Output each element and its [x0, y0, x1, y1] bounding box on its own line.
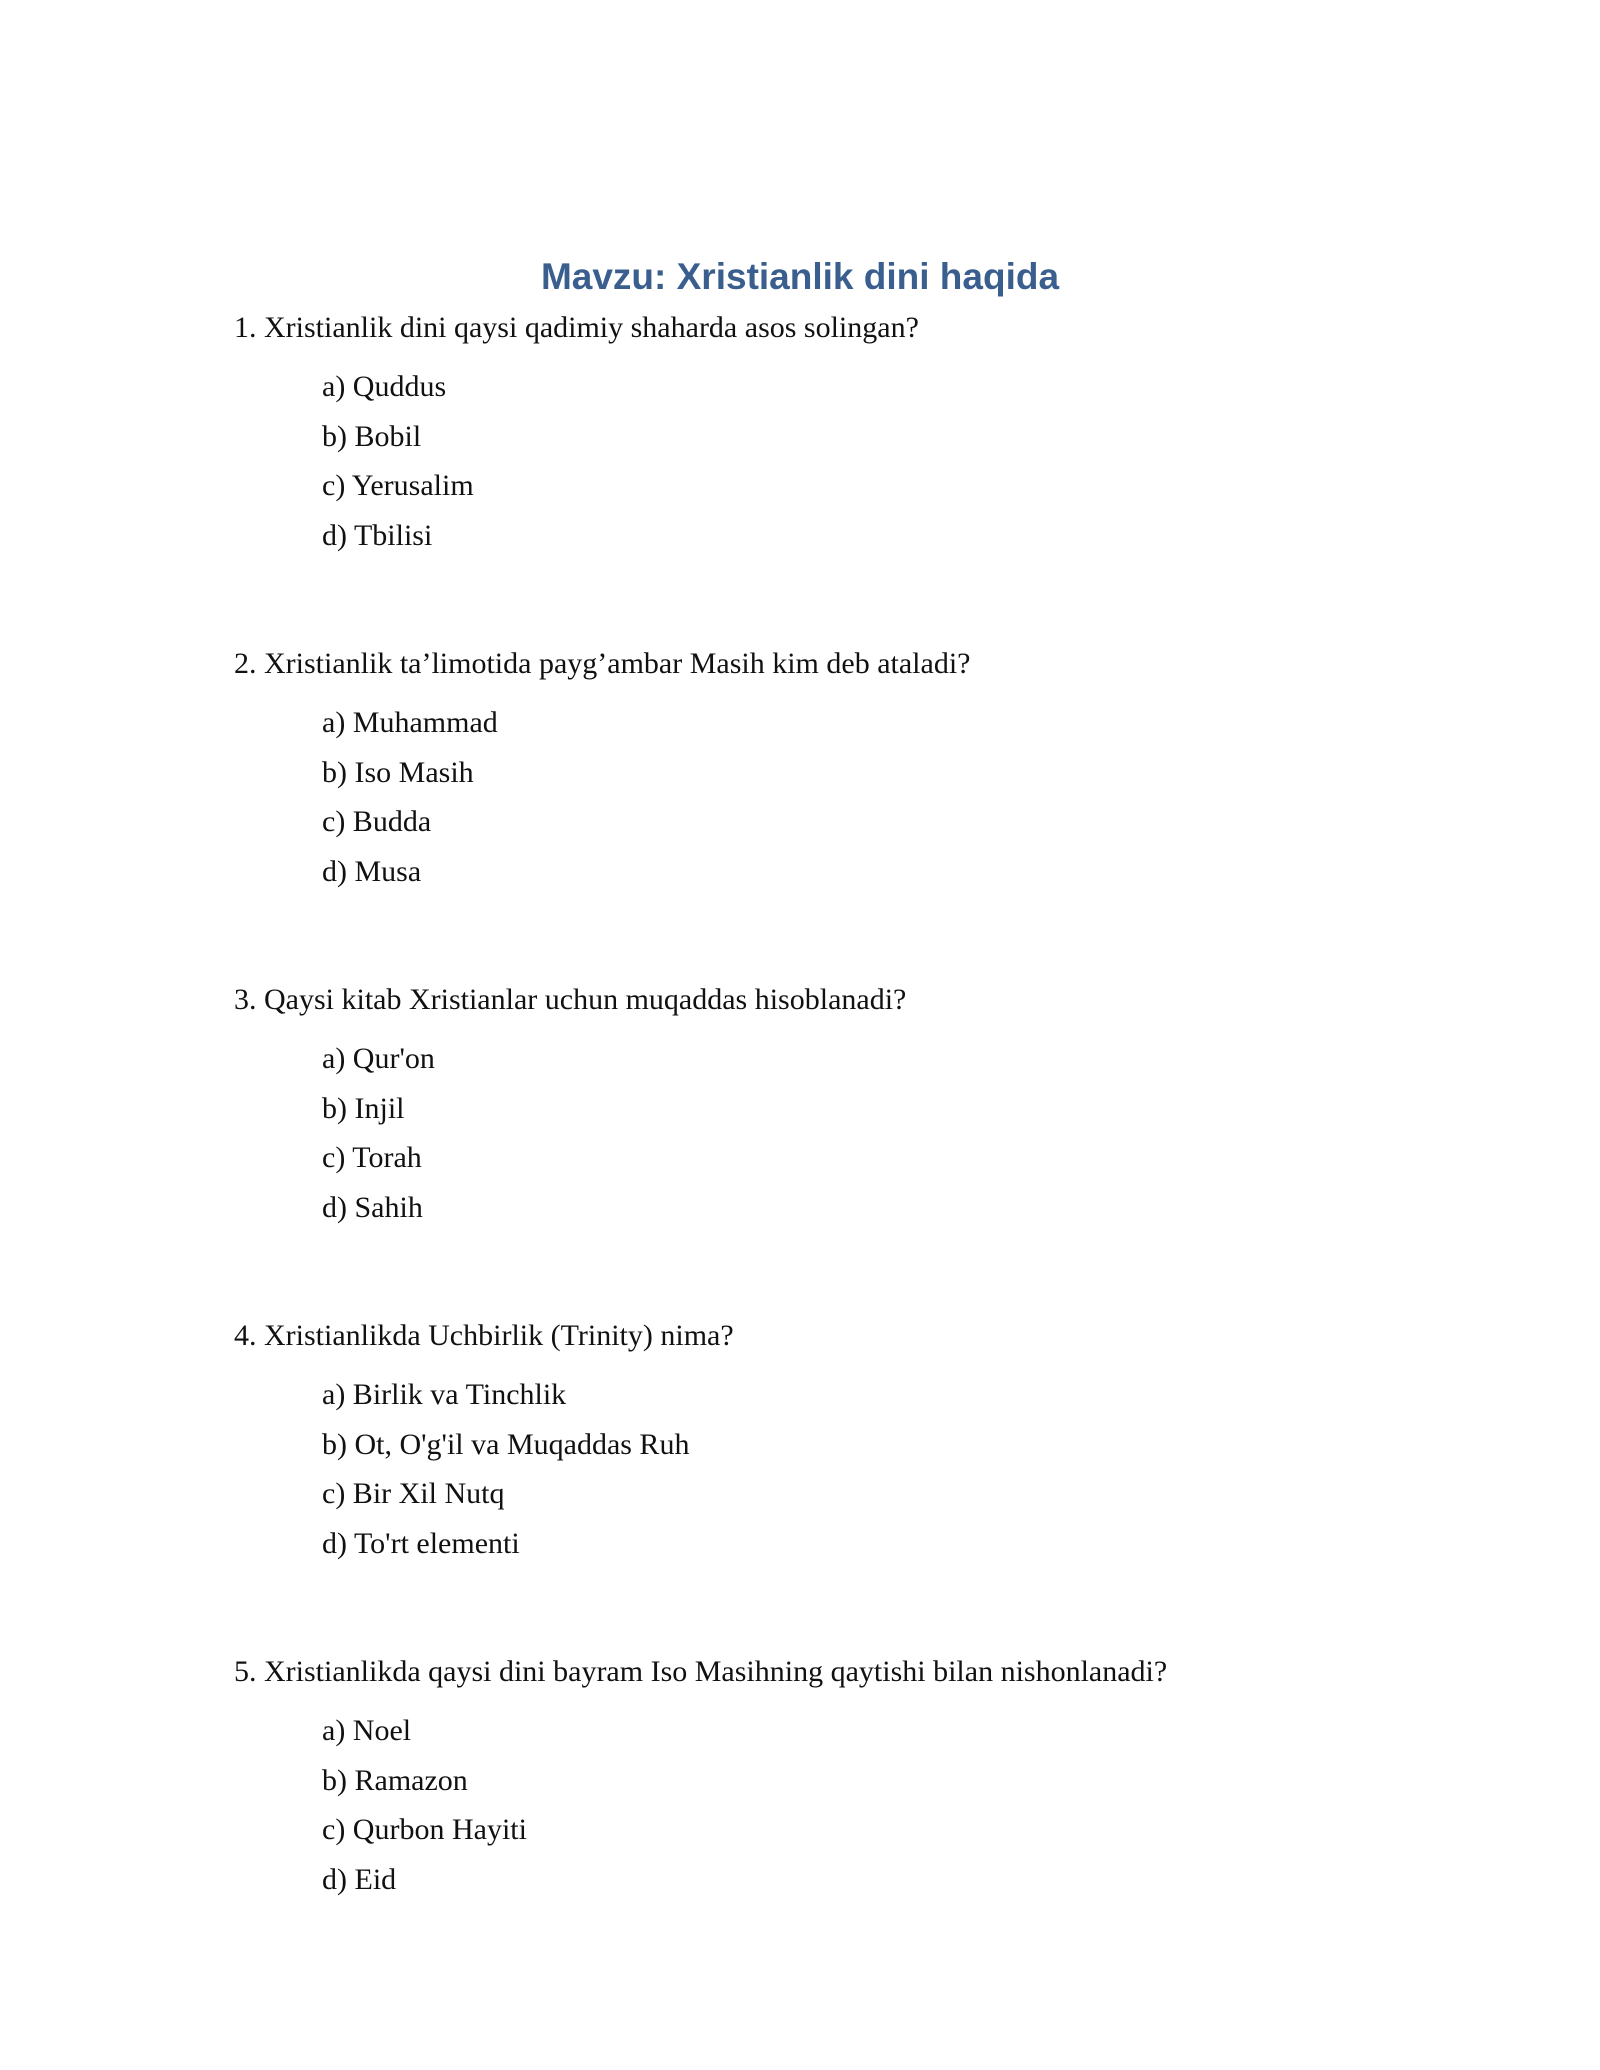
option-b: b) Injil [322, 1091, 405, 1125]
question-text: 2. Xristianlik ta’limotida payg’ambar Masih kim deb ataladi? [234, 647, 971, 680]
option-a: a) Birlik va Tinchlik [322, 1378, 567, 1411]
question-block-5 [234, 1650, 1434, 1904]
option-c: c) Budda [322, 805, 432, 838]
option-c: c) Torah [322, 1141, 422, 1174]
option-b: b) Ramazon [322, 1763, 468, 1797]
option-list [234, 698, 1434, 896]
question-text: 3. Qaysi kitab Xristianlar uchun muqaddas hisoblanadi? [234, 983, 907, 1016]
question-text: 4. Xristianlikda Uchbirlik (Trinity) nima? [234, 1319, 734, 1352]
option-b: b) Bobil [322, 419, 422, 453]
option-b: b) Iso Masih [322, 755, 474, 789]
option-list [234, 1370, 1434, 1568]
question-block-4 [234, 1314, 1434, 1568]
option-a: a) Quddus [322, 370, 447, 403]
option-c: c) Qurbon Hayiti [322, 1813, 527, 1846]
question-block-2 [234, 642, 1434, 896]
option-b: b) Ot, O'g'il va Muqaddas Ruh [322, 1427, 690, 1461]
option-d: d) To'rt elementi [322, 1526, 520, 1560]
question-text: 5. Xristianlikda qaysi dini bayram Iso Masihning qaytishi bilan nishonlanadi? [234, 1655, 1168, 1688]
option-d: d) Tbilisi [322, 518, 433, 552]
option-d: d) Eid [322, 1862, 397, 1896]
option-d: d) Sahih [322, 1190, 423, 1224]
quiz-list [234, 306, 1434, 1986]
document-title: Mavzu: Xristianlik dini haqida [540, 256, 1060, 297]
question-text: 1. Xristianlik dini qaysi qadimiy shaharda asos solingan? [234, 311, 919, 344]
option-a: a) Muhammad [322, 706, 498, 739]
question-block-1 [234, 306, 1434, 560]
option-list [234, 362, 1434, 560]
option-d: d) Musa [322, 854, 422, 888]
option-a: a) Noel [322, 1714, 412, 1747]
option-list [234, 1706, 1434, 1904]
option-list [234, 1034, 1434, 1232]
option-c: c) Yerusalim [322, 469, 474, 502]
question-block-3 [234, 978, 1434, 1232]
option-c: c) Bir Xil Nutq [322, 1477, 505, 1510]
option-a: a) Qur'on [322, 1042, 435, 1075]
